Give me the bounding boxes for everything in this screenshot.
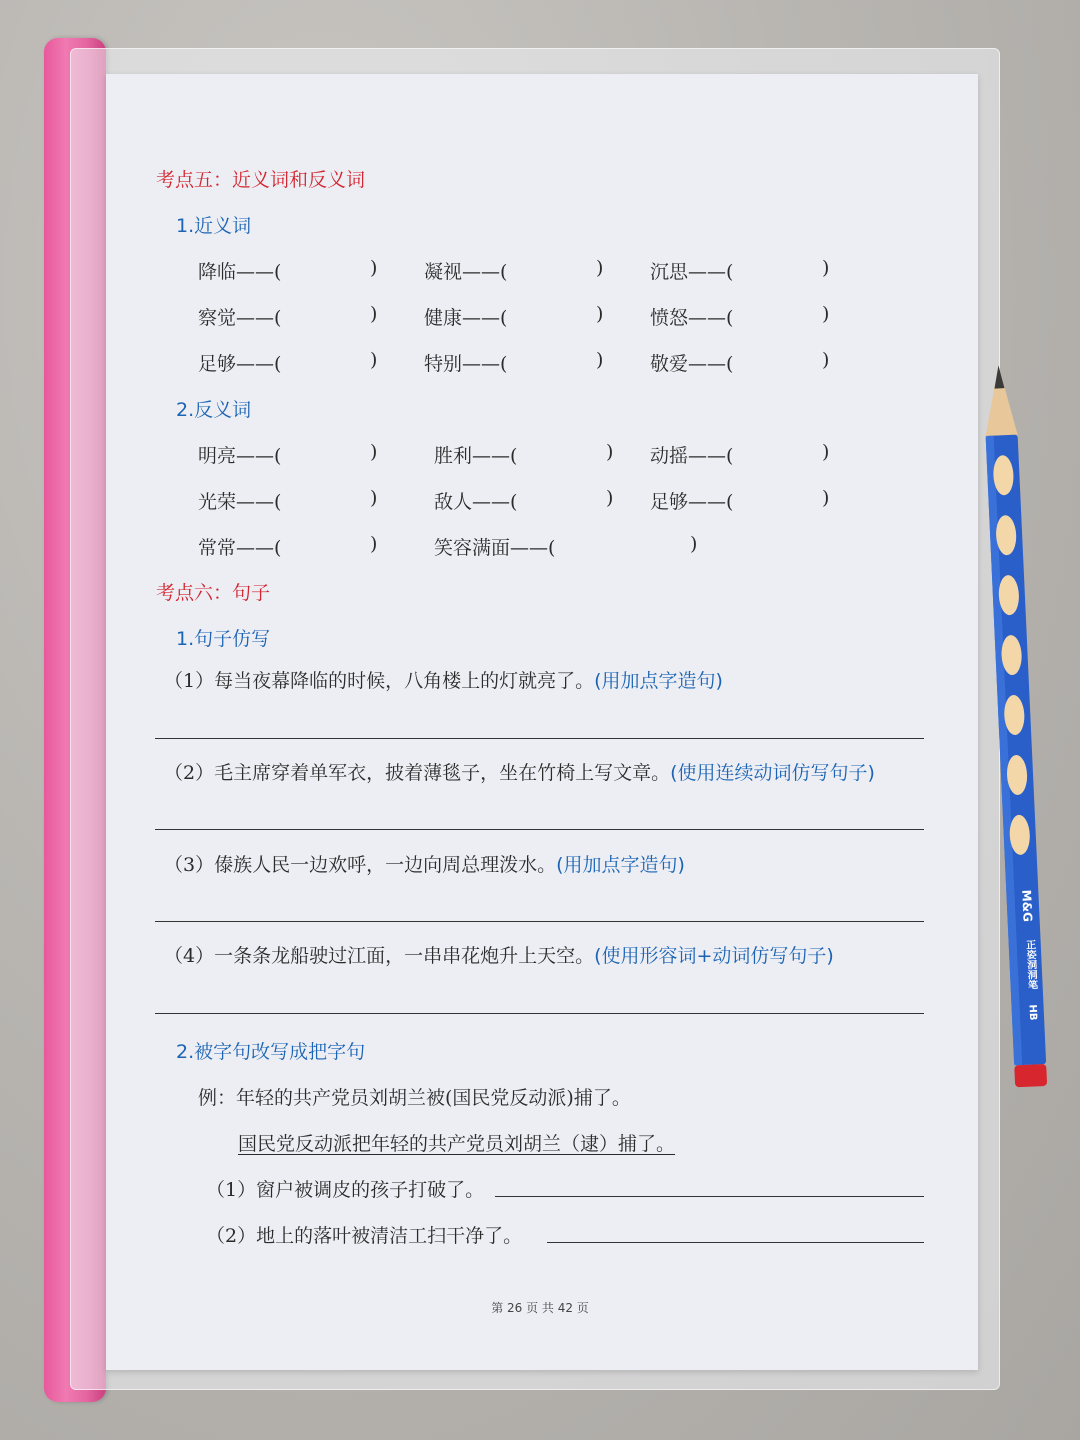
synonyms-heading: 1.近义词 (176, 215, 252, 237)
close-paren: ) (822, 303, 830, 325)
pencil-series: 正姿洞洞笔 (1023, 939, 1037, 991)
passive-example: 例：年轻的共产党员刘胡兰被(国民党反动派)捕了。 (198, 1087, 631, 1109)
antonym-item: 光荣——( (198, 491, 282, 513)
close-paren: ) (690, 533, 698, 555)
synonym-item: 健康——( (424, 307, 508, 329)
imitate-heading: 1.句子仿写 (176, 628, 271, 650)
synonym-item: 敬爱——( (650, 353, 734, 375)
imitate-question: （3）傣族人民一边欢呼，一边向周总理泼水。(用加点字造句) (164, 854, 685, 876)
close-paren: ) (596, 349, 604, 371)
question-hint: (使用形容词+动词仿写句子) (594, 945, 834, 967)
antonym-item: 明亮——( (198, 445, 282, 467)
close-paren: ) (370, 533, 378, 555)
antonym-item: 足够——( (650, 491, 734, 513)
antonym-item: 常常——( (198, 537, 282, 559)
close-paren: ) (596, 257, 604, 279)
close-paren: ) (370, 303, 378, 325)
close-paren: ) (822, 349, 830, 371)
synonym-item: 愤怒——( (650, 307, 734, 329)
synonym-item: 察觉——( (198, 307, 282, 329)
answer-line (155, 738, 924, 739)
synonym-item: 足够——( (198, 353, 282, 375)
imitate-question: （1）每当夜幕降临的时候，八角楼上的灯就亮了。(用加点字造句) (164, 670, 723, 692)
synonym-item: 沉思——( (650, 261, 734, 283)
synonym-item: 特别——( (424, 353, 508, 375)
antonym-item: 胜利——( (434, 445, 518, 467)
pencil-brand: M&G (1019, 889, 1035, 923)
question-hint: (用加点字造句) (594, 670, 723, 692)
close-paren: ) (370, 349, 378, 371)
answer-line (155, 921, 924, 922)
antonyms-heading: 2.反义词 (176, 399, 252, 421)
imitate-question: （4）一条条龙船驶过江面，一串串花炮升上天空。(使用形容词+动词仿写句子) (164, 945, 834, 967)
close-paren: ) (606, 441, 614, 463)
close-paren: ) (822, 257, 830, 279)
answer-line (155, 1013, 924, 1014)
close-paren: ) (822, 487, 830, 509)
page-number: 第 26 页 共 42 页 (491, 1301, 589, 1315)
close-paren: ) (596, 303, 604, 325)
antonym-item: 敌人——( (434, 491, 518, 513)
passive-question: （1）窗户被调皮的孩子打破了。 (206, 1179, 485, 1201)
passive-question: （2）地上的落叶被清洁工扫干净了。 (206, 1225, 523, 1247)
question-hint: (用加点字造句) (556, 854, 685, 876)
close-paren: ) (822, 441, 830, 463)
close-paren: ) (370, 487, 378, 509)
antonym-item: 笑容满面——( (434, 537, 556, 559)
antonym-item: 动摇——( (650, 445, 734, 467)
answer-line (495, 1196, 924, 1197)
close-paren: ) (370, 257, 378, 279)
section6-title: 考点六：句子 (156, 582, 271, 604)
synonym-item: 凝视——( (424, 261, 508, 283)
synonym-item: 降临——( (198, 261, 282, 283)
section5-title: 考点五：近义词和反义词 (156, 169, 366, 191)
answer-line (547, 1242, 924, 1243)
pencil-grade: HB (1026, 1003, 1039, 1021)
passive-example-answer: 国民党反动派把年轻的共产党员刘胡兰（逮）捕了。 (238, 1133, 676, 1155)
close-paren: ) (370, 441, 378, 463)
answer-line (155, 829, 924, 830)
passive-heading: 2.被字句改写成把字句 (176, 1041, 366, 1063)
imitate-question: （2）毛主席穿着单军衣，披着薄毯子，坐在竹椅上写文章。(使用连续动词仿写句子) (164, 762, 875, 784)
question-hint: (使用连续动词仿写句子) (670, 762, 875, 784)
close-paren: ) (606, 487, 614, 509)
